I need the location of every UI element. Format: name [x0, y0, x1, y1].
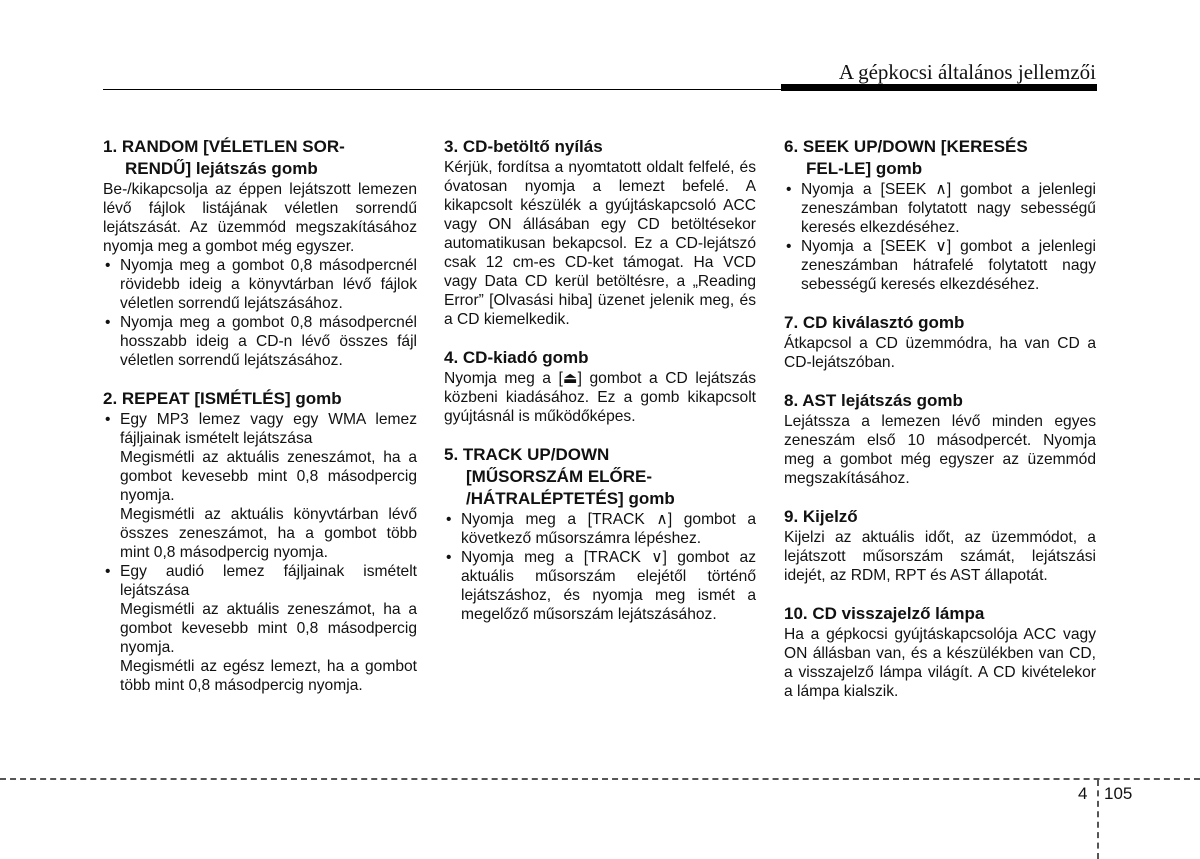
section-display [784, 506, 1096, 585]
bullet-subtext: Megismétli az aktuális zeneszámot, ha a gombot kevesebb mint 0,8 másodpercig nyomja. [120, 449, 417, 504]
section-paragraph: Kijelzi az aktuális időt, az üzemmódot, a lejátszott műsorszám számát, lejátszási idejét, az RDM, RPT és AST állapotát. [784, 529, 1096, 584]
bullet-item: • Nyomja meg a gombot 0,8 másodpercnél hosszabb ideig a CD-n lévő összes fájl véletlen sorrendű lejátszásához. [103, 313, 417, 370]
bullet-subtext: Megismétli az egész lemezt, ha a gombot több mint 0,8 másodpercig nyomja. [120, 658, 417, 694]
section-heading [103, 136, 417, 180]
text-run: Nyomja a [SEEK [801, 181, 936, 198]
bullet-item [103, 562, 417, 695]
bullet-item [784, 180, 1096, 237]
section-cd-slot [444, 136, 756, 329]
bullet-title: • Egy audió lemez fájljainak ismételt lejátszása [120, 563, 417, 599]
chevron-down-icon: ∨ [651, 549, 663, 566]
text-run: ] gombot a jelenlegi zeneszámban hátrafelé folytatott nagy sebességű keresés elkezdéséhez. [801, 238, 1096, 293]
bullet-item: • Nyomja meg a gombot 0,8 másodpercnél rövidebb ideig a könyvtárban lévő fájlok véletlen sorrendű lejátszásához. [103, 256, 417, 313]
section-eject [444, 347, 756, 426]
bullet-item [103, 410, 417, 562]
chevron-up-icon: ∧ [656, 511, 668, 528]
column-2 [444, 136, 756, 642]
eject-icon: ⏏ [562, 370, 578, 387]
section-heading [784, 136, 1096, 180]
section-heading: 4. CD-kiadó gomb [444, 348, 589, 367]
section-cd-select [784, 312, 1096, 372]
section-paragraph: Átkapcsol a CD üzemmódra, ha van CD a CD-lejátszóban. [784, 335, 1096, 371]
section-indicator-lamp [784, 603, 1096, 701]
chapter-number: 4 [1078, 784, 1088, 803]
heading-line: [MŰSORSZÁM ELŐRE- [466, 467, 653, 486]
section-heading: 9. Kijelző [784, 507, 858, 526]
text-run: Nyomja meg a [TRACK [461, 549, 652, 566]
footer-dashed-rule [0, 778, 1200, 780]
heading-line: 6. SEEK UP/DOWN [KERESÉS [784, 137, 1028, 156]
text-run: Nyomja meg a [ [444, 370, 563, 387]
text-run: Nyomja a [SEEK [801, 238, 936, 255]
header-rule-thin [103, 89, 783, 90]
heading-line: 1. RANDOM [VÉLETLEN SOR- [103, 137, 345, 156]
section-repeat [103, 388, 417, 695]
heading-line: RENDŰ] lejátszás gomb [125, 159, 318, 178]
heading-line: /HÁTRALÉPTETÉS] gomb [466, 489, 675, 508]
bullet-item [444, 510, 756, 548]
footer-dashed-divider [1097, 780, 1099, 859]
section-heading [444, 444, 756, 510]
section-paragraph: Kérjük, fordítsa a nyomtatott oldalt felfelé, és óvatosan nyomja a lemezt befelé. A kikapcsolt készülék a gyújtáskapcsoló ACC vagy ON állásában egy CD betöltésekor automatikusan bekapcsol. Ez a CD-lejátszó csak 12 cm-es CD-ket támogat. Ha VCD vagy Data CD kerül betöltésre, a „Reading Error” [Olvasási hiba] üzenet jelenik meg, és a CD kiemelkedik. [444, 159, 756, 328]
bullet-item [784, 237, 1096, 294]
section-paragraph: Ha a gépkocsi gyújtáskapcsolója ACC vagy ON állásban van, és a készülékben van CD, a visszajelző lámpa világít. A CD kivételekor a lámpa kialszik. [784, 626, 1096, 700]
section-heading: 2. REPEAT [ISMÉTLÉS] gomb [103, 389, 342, 408]
bullet-subtext: Megismétli az aktuális zeneszámot, ha a gombot kevesebb mint 0,8 másodpercig nyomja. [120, 601, 417, 656]
section-heading: 3. CD-betöltő nyílás [444, 137, 603, 156]
section-paragraph: Lejátssza a lemezen lévő minden egyes zeneszám első 10 másodpercét. Nyomja meg a gombot még egyszer az üzemmód megszakításához. [784, 413, 1096, 487]
text-run: ] gombot az aktuális műsorszám elejétől történő lejátszáshoz, és nyomja meg ismét a megelőző műsorszám lejátszásához. [461, 549, 756, 623]
chevron-down-icon: ∨ [935, 238, 947, 255]
section-heading: 7. CD kiválasztó gomb [784, 313, 965, 332]
heading-line: 5. TRACK UP/DOWN [444, 445, 610, 464]
section-track [444, 444, 756, 624]
section-heading: 10. CD visszajelző lámpa [784, 604, 985, 623]
bullet-title: • Egy MP3 lemez vagy egy WMA lemez fájljainak ismételt lejátszása [120, 411, 417, 447]
page-header-title: A gépkocsi általános jellemzői [838, 60, 1096, 84]
text-run: ] gombot a CD lejátszás közbeni kiadásához. Ez a gomb kikapcsolt gyújtásnál is működőképes. [444, 370, 756, 425]
page-number: 105 [1104, 784, 1133, 803]
section-random [103, 136, 417, 370]
heading-line: FEL-LE] gomb [806, 159, 923, 178]
text-run: ] gombot a jelenlegi zeneszámban folytatott nagy sebességű keresés elkezdéséhez. [801, 181, 1096, 236]
text-run: ] gombot a következő műsorszámra lépéshez. [461, 511, 756, 547]
chevron-up-icon: ∧ [935, 181, 947, 198]
section-paragraph: Be-/kikapcsolja az éppen lejátszott lemezen lévő fájlok listájának véletlen sorrendű lejátszását. Az üzemmód megszakításához nyomja meg a gombot még egyszer. [103, 181, 417, 255]
bullet-item [444, 548, 756, 624]
column-1 [103, 136, 417, 713]
section-paragraph [444, 369, 756, 426]
section-heading: 8. AST lejátszás gomb [784, 391, 963, 410]
text-run: Nyomja meg a [TRACK [461, 511, 657, 528]
header-rule-thick [781, 84, 1097, 91]
column-3 [784, 136, 1096, 719]
bullet-subtext: Megismétli az aktuális könyvtárban lévő összes zeneszámot, ha a gombot több mint 0,8 másodpercig nyomja. [120, 506, 417, 561]
section-ast [784, 390, 1096, 488]
section-seek [784, 136, 1096, 294]
